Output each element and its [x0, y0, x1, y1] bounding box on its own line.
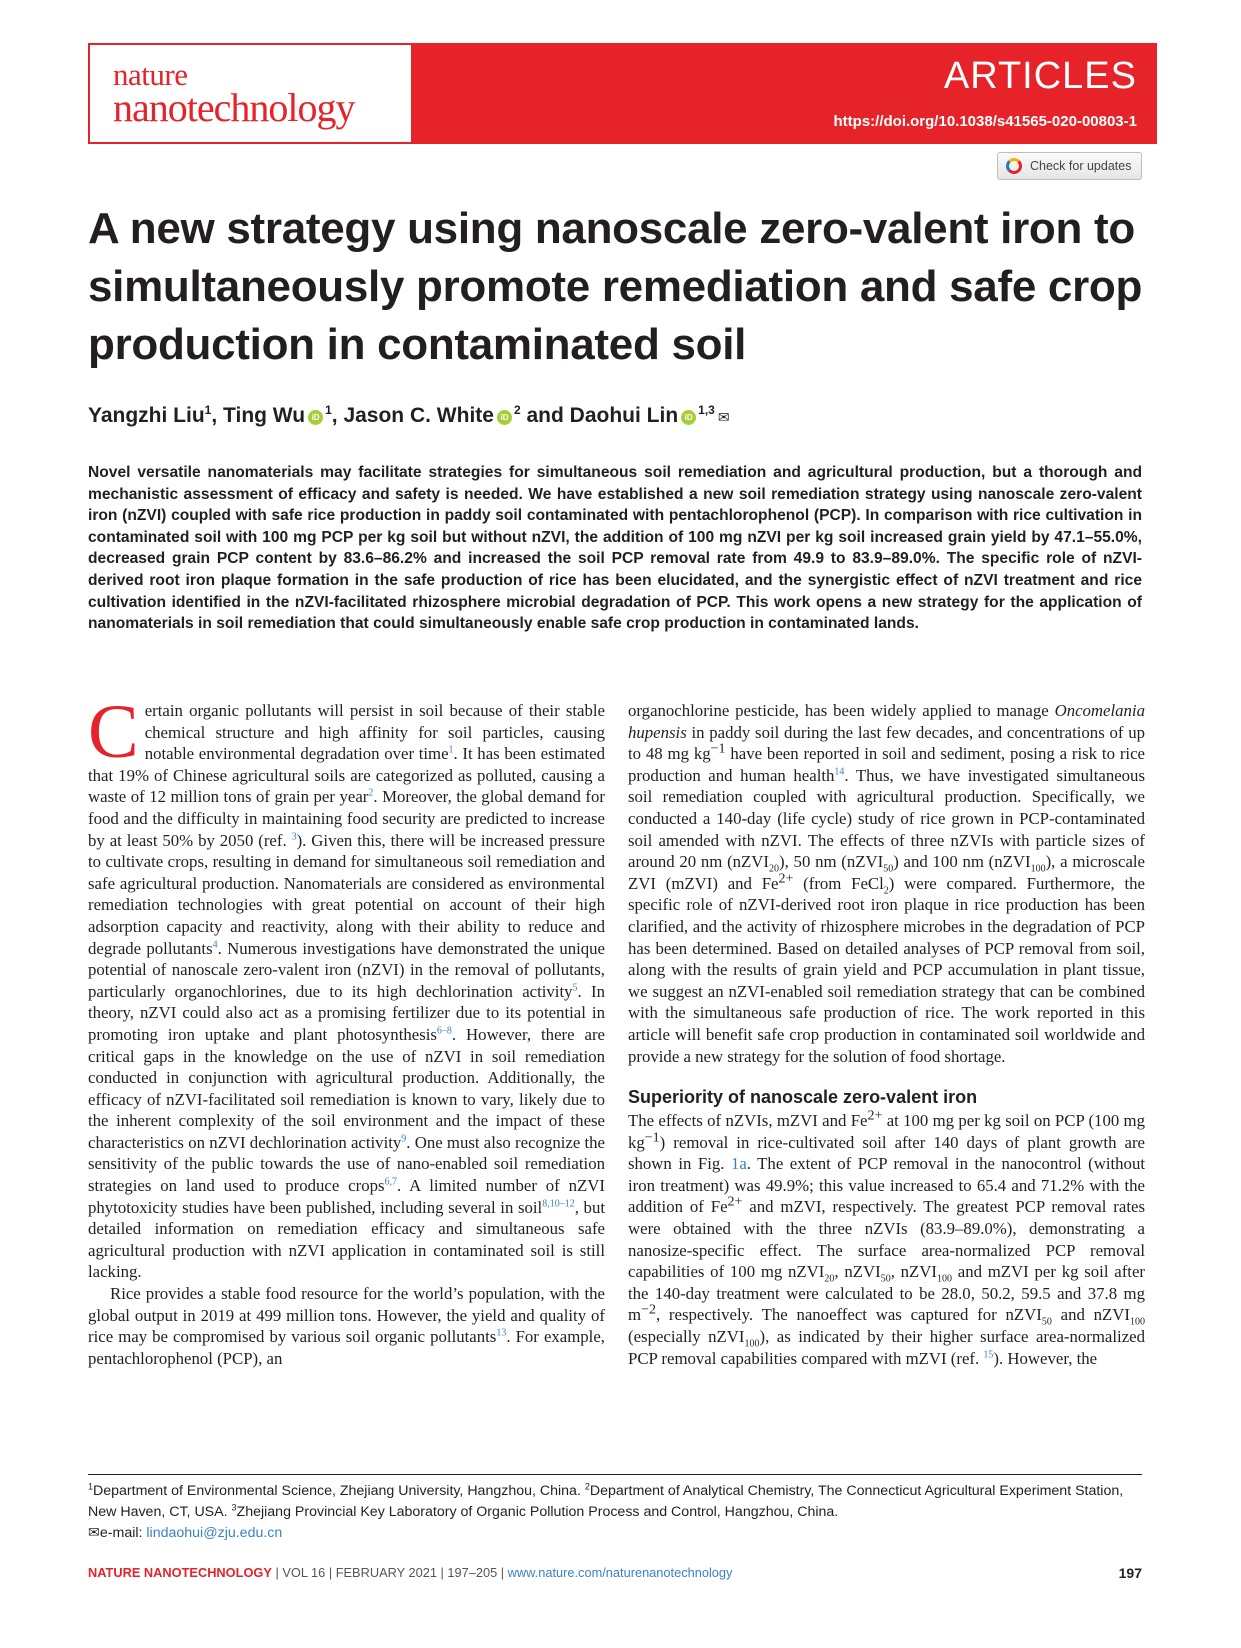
affiliations-footnote: $^1$Department of Environmental Science, Zhejiang University, Hangzhou, China. $^2$Department of Analytical Chemistry, The Connecticut Agricultural Experiment Station, New Haven, CT, USA. $^3$Zhejiang Provincial Key Laboratory of Organic Pollution Process and Control, Hangzhou, China. ✉e-mail: lindaohui@zju.edu.cn — [88, 1481, 1124, 1541]
author-affiliation: 1 — [325, 403, 332, 417]
section-label: ARTICLES — [943, 55, 1137, 97]
author-name[interactable]: Yangzhi Liu — [88, 404, 205, 427]
envelope-icon[interactable]: ✉ — [717, 409, 730, 425]
affiliation-2: Department of Analytical Chemistry, The Connecticut Agricultural Experiment Station, New Haven, CT, USA. — [88, 1483, 1124, 1520]
envelope-icon: ✉ — [88, 1525, 100, 1541]
logo-line-nanotechnology: nanotechnology — [113, 85, 355, 130]
body-paragraph: The effects of nZVIs, mZVI and $Fe^{2+}$ at 100 mg per kg soil on PCP (100 mg $kg^{-1}$) removal in rice-cultivated soil after 140 days of plant growth are shown in Fig. 1a. The extent of PCP removal in the nanocontrol (without iron treatment) was 49.9%; this value increased to 65.4 and 71.2% with the addition of $Fe^{2+}$ and mZVI, respectively. The greatest PCP removal rates were obtained with the three nZVIs (83.9–89.0%), demonstrating a nanosize-specific effect. The surface area-normalized PCP removal capabilities of 100 mg nZVI$_{20}$, nZVI$_{50}$, nZVI$_{100}$ and mZVI per kg soil after the 140-day treatment were calculated to be 28.0, 50.2, 59.5 and 37.8 mg $m^{-2}$, respectively. The nanoeffect was captured for nZVI$_{50}$ and nZVI$_{100}$ (especially nZVI$_{100}$), as indicated by their higher surface area-normalized PCP removal capabilities compared with mZVI (ref. $^{15}$). However, the — [628, 1108, 1146, 1368]
body-paragraph: organochlorine pesticide, has been widely applied to manage Oncomelania hupensis in paddy soil during the last few decades, and concentrations of up to 48 mg $kg^{-1}$ have been reported in soil and sediment, posing a risk to rice production and human health$^{14}$. Thus, we have investigated simultaneous soil remediation coupled with agricultural production. Specifically, we conducted a 140-day (life cycle) study of rice grown in PCP-contaminated soil amended with nZVI. The effects of three nZVIs with particle sizes of around 20 nm (nZVI$_{20}$), 50 nm (nZVI$_{50}$) and 100 nm (nZVI$_{100}$), a microscale ZVI (mZVI) and $Fe^{2+}$ (from FeCl$_2$) were compared. Furthermore, the specific role of nZVI-derived root iron plaque in rice production has been clarified, and the activity of rhizosphere microbes in the degradation of PCP has been determined. Based on detailed analyses of PCP removal from soil, along with the results of grain yield and PCP accumulation in plant tissue, we suggest an nZVI-enabled soil remediation strategy that can be combined with the simultaneous safe production of rice. The work reported in this article will benefit safe crop production in contaminated soil worldwide and provide a new strategy for the solution of food shortage. — [628, 701, 1146, 1066]
logo-line-nature: nature — [113, 57, 188, 92]
section-heading: Superiority of nanoscale zero-valent iron — [628, 1087, 978, 1108]
footnote-divider — [88, 1474, 1142, 1475]
author-name[interactable]: Daohui Lin — [569, 404, 679, 427]
author-affiliation: 1 — [204, 403, 212, 417]
orcid-icon[interactable]: iD — [308, 410, 323, 425]
affiliation-1: Department of Environmental Science, Zhejiang University, Hangzhou, China. — [93, 1483, 581, 1499]
footer-url[interactable]: www.nature.com/naturenanotechnology — [507, 1565, 733, 1580]
body-paragraph: Certain organic pollutants will persist in soil because of their stable chemical structure and high affinity for soil particles, causing notable environmental degradation over time$^1$. It has been estimated that 19% of Chinese agricultural soils are categorized as polluted, causing a waste of 12 million tons of grain per year$^2$. Moreover, the global demand for food and the difficulty in maintaining food security are predicted to increase by at least 50% by 2050 (ref. $^3$). Given this, there will be increased pressure to cultivate crops, resulting in demand for simultaneous soil remediation and safe agricultural production. Nanomaterials are considered as environmental remediation technologies with great potential on account of their high adsorption capacity and reactivity, along with their ability to reduce and degrade pollutants$^4$. Numerous investigations have demonstrated the unique potential of nanoscale zero-valent iron (nZVI) in the removal of pollutants, particularly organochlorines, due to its high dechlorination activity$^5$. In theory, nZVI could also act as a promising fertilizer due to its potential in promoting iron uptake and plant photosynthesis$^{6-8}$. However, there are critical gaps in the knowledge on the use of nZVI in soil remediation conducted in conjunction with agricultural production. Additionally, the efficacy of nZVI-facilitated soil remediation is known to vary, likely due to the inherent complexity of the soil environment and the impact of these characteristics on nZVI dechlorination activity$^9$. One must also recognize the sensitivity of the public towards the use of nano-enabled soil remediation strategies on land used to produce crops$^{6,7}$. A limited number of nZVI phytotoxicity studies have been published, including several in soil$^{8,10-12}$, but detailed information on remediation efficacy and simultaneous safe agricultural production with nZVI application in contaminated soil is still lacking. — [88, 690, 606, 1282]
article-title: A new strategy using nanoscale zero-valent iron to simultaneously promote remediation and safe crop production in contaminated soil — [88, 204, 1143, 369]
body-paragraph: Rice provides a stable food resource for the world’s population, with the global output in 2019 at 499 million tons. However, the yield and quality of rice may be compromised by various soil organic pollutants$^{13}$. For example, pentachlorophenol (PCP), an — [88, 1284, 605, 1368]
author-name[interactable]: Jason C. White — [343, 404, 494, 427]
abstract: Novel versatile nanomaterials may facilitate strategies for simultaneous soil remediation and agricultural production, but a thorough and mechanistic assessment of efficacy and safety is needed. We have established a new soil remediation strategy using nanoscale zero-valent iron (nZVI) coupled with safe rice production in paddy soil contaminated with pentachlorophenol (PCP). In comparison with rice cultivation in contaminated soil with 100 mg PCP per kg soil but without nZVI, the addition of 100 mg nZVI per kg soil increased grain yield by 47.1–55.0%, decreased grain PCP content by 83.6–86.2% and increased the soil PCP removal rate from 49.9 to 83.9–89.0%. The specific role of nZVI-derived root iron plaque formation in the safe production of rice has been elucidated, and the synergistic effect of nZVI treatment and rice cultivation identified in the nZVI-facilitated rhizosphere microbial degradation of PCP. This work opens a new strategy for the application of nanomaterials in soil remediation that could simultaneously enable safe crop production in contaminated lands. — [88, 464, 1142, 633]
journal-header — [88, 43, 1157, 144]
page-footer — [88, 1565, 732, 1580]
check-for-updates-label: Check for updates — [1030, 159, 1132, 173]
author-name[interactable]: Ting Wu — [223, 404, 306, 427]
body-column-left — [88, 690, 606, 1369]
email-label: e-mail: — [99, 1525, 147, 1541]
body-column-right — [628, 700, 1145, 1369]
footer-issue: | VOL 16 | FEBRUARY 2021 | 197–205 | — [271, 1565, 508, 1580]
author-affiliation: 2 — [513, 403, 521, 417]
header-banner — [411, 45, 1155, 142]
journal-logo[interactable] — [90, 45, 411, 142]
author-affiliation: 1,3 — [698, 403, 715, 417]
doi-link[interactable]: https://doi.org/10.1038/s41565-020-00803-1 — [833, 113, 1137, 130]
page-number: 197 — [1118, 1565, 1142, 1581]
affiliation-3: Zhejiang Provincial Key Laboratory of Organic Pollution Process and Control, Hangzhou, China. — [236, 1504, 839, 1520]
email-link[interactable]: lindaohui@zju.edu.cn — [146, 1525, 283, 1541]
author-list: Yangzhi Liu$^1$, Ting Wu $iD^1$, Jason C. White $iD^2$ and Daohui Lin iD$^{1,3}$ ✉ — [88, 403, 730, 427]
check-for-updates-button[interactable] — [997, 152, 1142, 180]
orcid-icon[interactable]: iD — [681, 410, 696, 425]
footer-journal: NATURE NANOTECHNOLOGY — [88, 1565, 272, 1580]
orcid-icon[interactable]: iD — [497, 410, 512, 425]
drop-cap: C — [88, 690, 139, 774]
crossmark-icon — [1006, 158, 1022, 174]
